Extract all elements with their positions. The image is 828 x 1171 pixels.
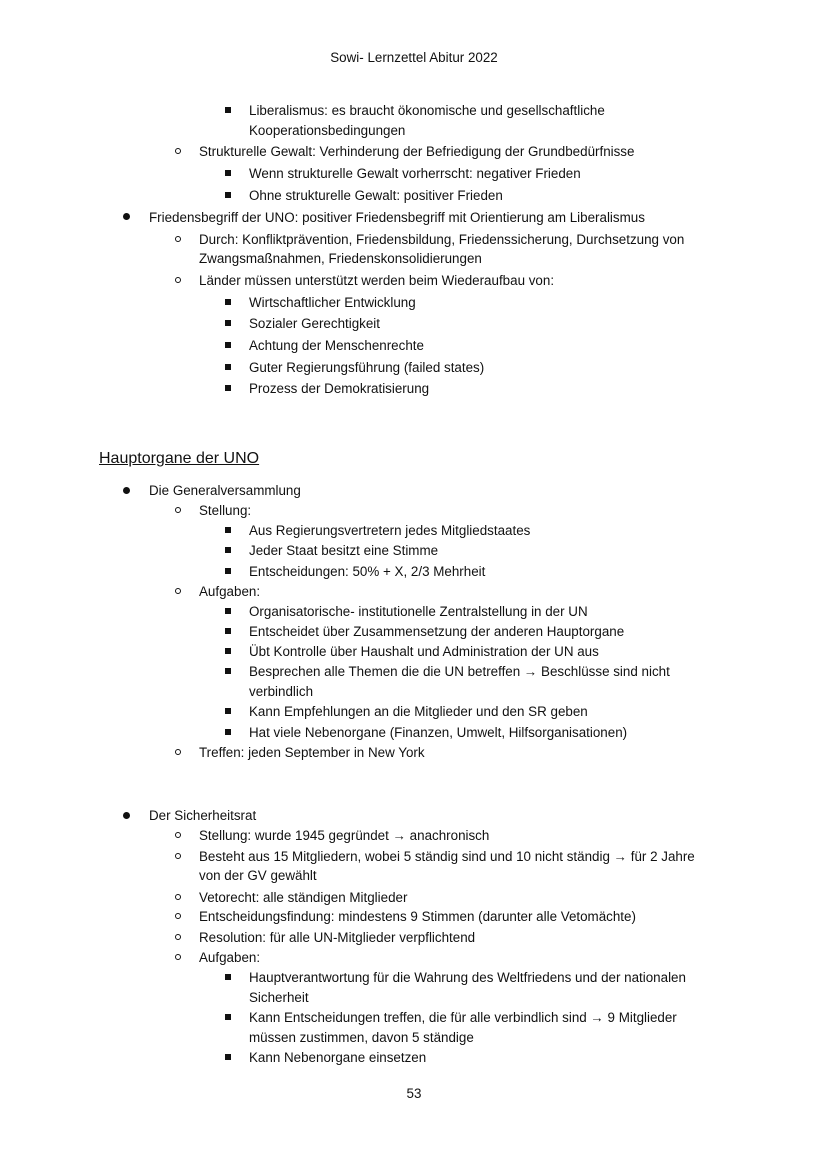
square-bullet-icon	[225, 527, 231, 533]
list-item: Stellung: wurde 1945 gegründet → anachronisch	[199, 828, 490, 843]
square-bullet-icon	[225, 299, 231, 305]
list-item: Die Generalversammlung	[149, 483, 301, 498]
square-bullet-icon	[225, 170, 231, 176]
list-item-continuation: Kooperationsbedingungen	[249, 123, 406, 138]
square-bullet-icon	[225, 1014, 231, 1020]
square-bullet-icon	[225, 974, 231, 980]
disc-bullet-icon	[123, 487, 130, 494]
list-item: Aus Regierungsvertretern jedes Mitgliedstaates	[249, 523, 531, 538]
list-item: Besprechen alle Themen die die UN betreffen → Beschlüsse sind nicht	[249, 664, 670, 679]
circle-bullet-icon	[175, 954, 181, 960]
list-item: Hauptverantwortung für die Wahrung des Weltfriedens und der nationalen	[249, 970, 686, 985]
square-bullet-icon	[225, 648, 231, 654]
list-item: Vetorecht: alle ständigen Mitglieder	[199, 890, 408, 905]
section-heading: Hauptorgane der UNO	[99, 450, 260, 467]
list-item: Treffen: jeden September in New York	[199, 745, 425, 760]
list-item: Stellung:	[199, 503, 252, 518]
square-bullet-icon	[225, 342, 231, 348]
circle-bullet-icon	[175, 894, 181, 900]
page-number: 53	[406, 1086, 422, 1101]
list-item: Wenn strukturelle Gewalt vorherrscht: negativer Frieden	[249, 166, 581, 181]
list-item: Kann Entscheidungen treffen, die für alle verbindlich sind → 9 Mitglieder	[249, 1010, 677, 1025]
list-item: Ohne strukturelle Gewalt: positiver Frieden	[249, 188, 503, 203]
list-item: Kann Nebenorgane einsetzen	[249, 1050, 427, 1065]
circle-bullet-icon	[175, 749, 181, 755]
list-item: Besteht aus 15 Mitgliedern, wobei 5 ständig sind und 10 nicht ständig → für 2 Jahre	[199, 849, 695, 864]
square-bullet-icon	[225, 107, 231, 113]
square-bullet-icon	[225, 192, 231, 198]
list-item: Organisatorische- institutionelle Zentralstellung in der UN	[249, 604, 588, 619]
list-item: Jeder Staat besitzt eine Stimme	[249, 543, 439, 558]
circle-bullet-icon	[175, 148, 181, 154]
list-item: Länder müssen unterstützt werden beim Wiederaufbau von:	[199, 273, 555, 288]
circle-bullet-icon	[175, 277, 181, 283]
circle-bullet-icon	[175, 913, 181, 919]
square-bullet-icon	[225, 608, 231, 614]
square-bullet-icon	[225, 364, 231, 370]
disc-bullet-icon	[123, 213, 130, 220]
list-item: Entscheidungen: 50% + X, 2/3 Mehrheit	[249, 564, 486, 579]
circle-bullet-icon	[175, 832, 181, 838]
disc-bullet-icon	[123, 812, 130, 819]
list-item: Friedensbegriff der UNO: positiver Friedensbegriff mit Orientierung am Liberalismus	[149, 210, 645, 225]
list-item-continuation: Zwangsmaßnahmen, Friedenskonsolidierungen	[199, 251, 482, 266]
list-item: Sozialer Gerechtigkeit	[249, 316, 380, 331]
list-item-continuation: von der GV gewählt	[199, 868, 317, 883]
list-item: Entscheidungsfindung: mindestens 9 Stimmen (darunter alle Vetomächte)	[199, 909, 636, 924]
list-item: Übt Kontrolle über Haushalt und Administration der UN aus	[249, 644, 599, 659]
list-item: Prozess der Demokratisierung	[249, 381, 430, 396]
square-bullet-icon	[225, 547, 231, 553]
square-bullet-icon	[225, 320, 231, 326]
list-item: Durch: Konfliktprävention, Friedensbildung, Friedenssicherung, Durchsetzung von	[199, 232, 685, 247]
list-item-continuation: müssen zustimmen, davon 5 ständige	[249, 1030, 474, 1045]
square-bullet-icon	[225, 729, 231, 735]
list-item: Aufgaben:	[199, 584, 261, 599]
circle-bullet-icon	[175, 853, 181, 859]
square-bullet-icon	[225, 668, 231, 674]
list-item: Strukturelle Gewalt: Verhinderung der Befriedigung der Grundbedürfnisse	[199, 144, 635, 159]
list-item: Hat viele Nebenorgane (Finanzen, Umwelt, Hilfsorganisationen)	[249, 725, 628, 740]
list-item-continuation: verbindlich	[249, 684, 314, 699]
list-item: Der Sicherheitsrat	[149, 808, 257, 823]
list-item: Liberalismus: es braucht ökonomische und gesellschaftliche	[249, 103, 605, 118]
square-bullet-icon	[225, 708, 231, 714]
circle-bullet-icon	[175, 236, 181, 242]
list-item: Achtung der Menschenrechte	[249, 338, 424, 353]
square-bullet-icon	[225, 568, 231, 574]
list-item: Guter Regierungsführung (failed states)	[249, 360, 485, 375]
circle-bullet-icon	[175, 507, 181, 513]
circle-bullet-icon	[175, 588, 181, 594]
list-item: Entscheidet über Zusammensetzung der anderen Hauptorgane	[249, 624, 625, 639]
square-bullet-icon	[225, 628, 231, 634]
list-item: Kann Empfehlungen an die Mitglieder und den SR geben	[249, 704, 588, 719]
list-item: Resolution: für alle UN-Mitglieder verpflichtend	[199, 930, 476, 945]
list-item-continuation: Sicherheit	[249, 990, 309, 1005]
page-header: Sowi- Lernzettel Abitur 2022	[330, 50, 498, 65]
square-bullet-icon	[225, 1054, 231, 1060]
list-item: Aufgaben:	[199, 950, 261, 965]
list-item: Wirtschaftlicher Entwicklung	[249, 295, 416, 310]
circle-bullet-icon	[175, 934, 181, 940]
square-bullet-icon	[225, 385, 231, 391]
